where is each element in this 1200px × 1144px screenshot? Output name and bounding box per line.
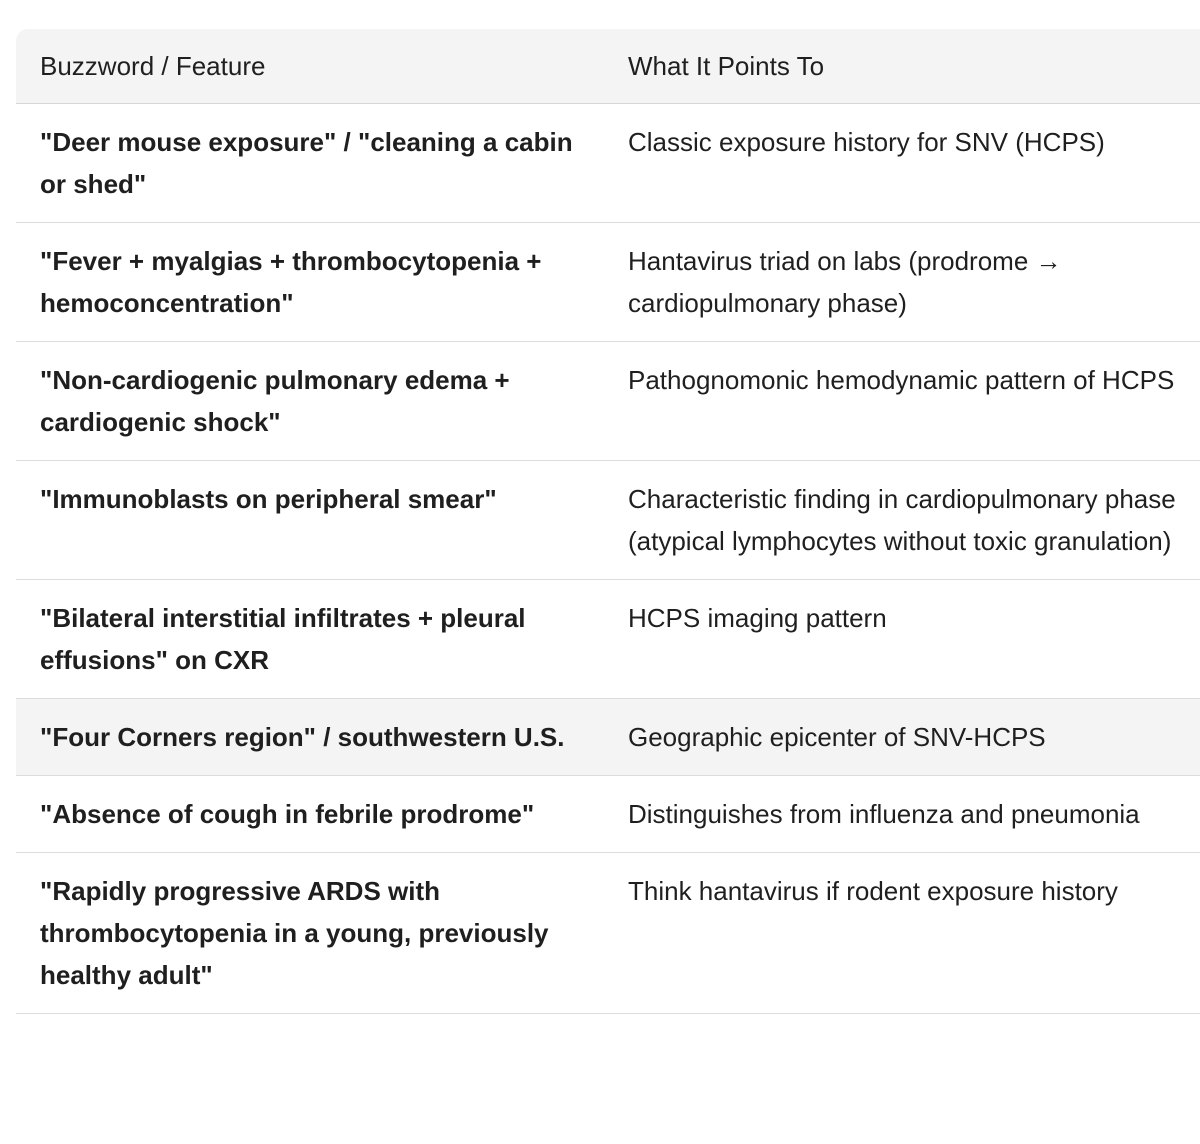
buzzword-cell: "Non-cardiogenic pulmonary edema + cardiogenic shock"	[16, 342, 604, 461]
buzzword-cell: "Absence of cough in febrile prodrome"	[16, 776, 604, 853]
buzzword-cell: "Four Corners region" / southwestern U.S.	[16, 699, 604, 776]
table-row	[16, 853, 1200, 1014]
buzzword-cell: "Immunoblasts on peripheral smear"	[16, 461, 604, 580]
buzzword-cell: "Bilateral interstitial infiltrates + pleural effusions" on CXR	[16, 580, 604, 699]
buzzword-cell: "Fever + myalgias + thrombocytopenia + hemoconcentration"	[16, 223, 604, 342]
buzzword-table-container	[16, 29, 1200, 1014]
points-to-cell: Hantavirus triad on labs (prodrome → cardiopulmonary phase)	[604, 223, 1200, 342]
table-row-highlighted	[16, 699, 1200, 776]
table-row	[16, 580, 1200, 699]
points-to-cell: Classic exposure history for SNV (HCPS)	[604, 104, 1200, 223]
table-row	[16, 223, 1200, 342]
column-header-points-to: What It Points To	[604, 29, 1200, 104]
points-to-cell: Pathognomonic hemodynamic pattern of HCPS	[604, 342, 1200, 461]
table-row	[16, 461, 1200, 580]
buzzword-cell: "Deer mouse exposure" / "cleaning a cabin or shed"	[16, 104, 604, 223]
buzzword-cell: "Rapidly progressive ARDS with thrombocytopenia in a young, previously healthy adult"	[16, 853, 604, 1014]
table-row	[16, 342, 1200, 461]
points-to-cell: Characteristic finding in cardiopulmonary phase (atypical lymphocytes without toxic granulation)	[604, 461, 1200, 580]
points-to-cell: Geographic epicenter of SNV-HCPS	[604, 699, 1200, 776]
points-to-cell: Distinguishes from influenza and pneumonia	[604, 776, 1200, 853]
table-row	[16, 776, 1200, 853]
table-row	[16, 104, 1200, 223]
buzzword-table	[16, 29, 1200, 1014]
points-to-cell: Think hantavirus if rodent exposure history	[604, 853, 1200, 1014]
column-header-buzzword: Buzzword / Feature	[16, 29, 604, 104]
table-header-row	[16, 29, 1200, 104]
points-to-cell: HCPS imaging pattern	[604, 580, 1200, 699]
